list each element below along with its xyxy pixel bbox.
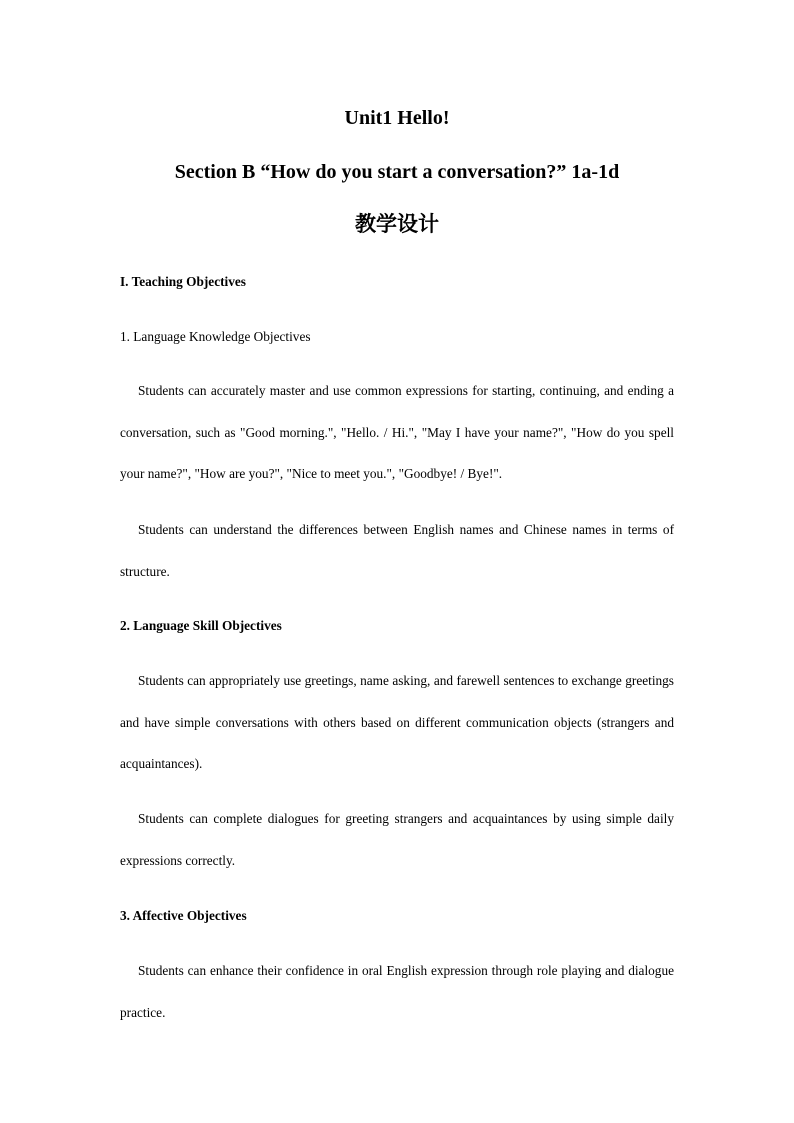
objective-heading-affective: 3. Affective Objectives (120, 908, 247, 923)
document-title: Unit1 Hello! (344, 107, 450, 129)
document-subtitle: Section B “How do you start a conversation?” 1a-1d (174, 161, 620, 183)
knowledge-paragraph-expressions: Students can accurately master and use common expressions for starting, continuing, and ending a conversation, such as "Good morning.", "Hello. / Hi.", "May I have your name?", "How do you spell your name?", "How are you?", "Nice to meet you.", "Goodbye! / Bye!". (120, 383, 674, 481)
affective-paragraph-confidence: Students can enhance their confidence in oral English expression through role playing and dialogue practice. (120, 963, 674, 1020)
skill-paragraph-dialogues: Students can complete dialogues for greeting strangers and acquaintances by using simple daily expressions correctly. (120, 811, 674, 868)
objective-heading-knowledge: 1. Language Knowledge Objectives (120, 329, 311, 344)
objective-heading-skill: 2. Language Skill Objectives (120, 618, 282, 633)
skill-paragraph-greetings: Students can appropriately use greetings, name asking, and farewell sentences to exchange greetings and have simple conversations with others based on different communication objects (strangers and acquaintances). (120, 673, 674, 771)
section-heading-teaching-objectives: I. Teaching Objectives (120, 274, 246, 289)
knowledge-paragraph-names: Students can understand the differences between English names and Chinese names in terms of structure. (120, 522, 674, 579)
teaching-design-label: 教学设计 (355, 212, 439, 236)
